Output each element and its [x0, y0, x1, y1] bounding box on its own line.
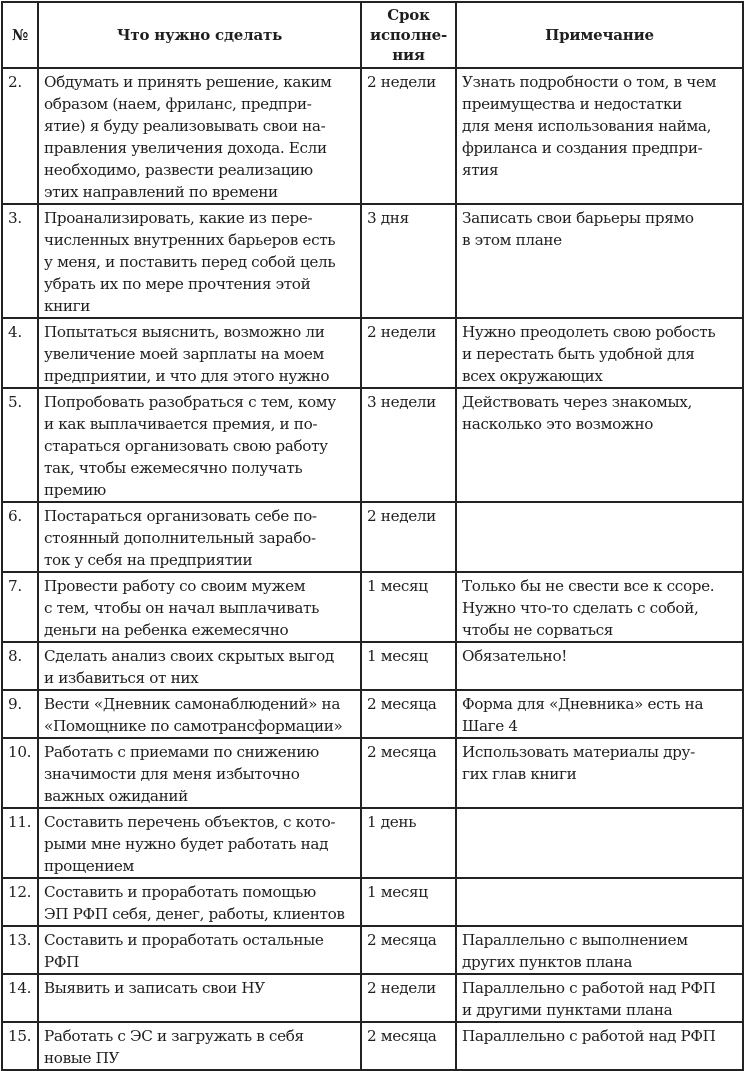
row-note: Форма для «Дневника» есть на Шаге 4 [456, 690, 743, 738]
header-term: Срок исполне- ния [361, 2, 456, 68]
row-term: 3 дня [361, 204, 456, 318]
row-task: Вести «Дневник самонаблюдений» на «Помощнике по самотрансформации» [38, 690, 361, 738]
row-note [456, 808, 743, 878]
row-note: Обязательно! [456, 642, 743, 690]
row-term: 2 недели [361, 502, 456, 572]
row-term: 2 месяца [361, 738, 456, 808]
row-term: 1 месяц [361, 642, 456, 690]
table-row [2, 502, 743, 572]
row-task: Выявить и записать свои НУ [38, 974, 361, 1022]
table-row [2, 690, 743, 738]
row-term: 2 недели [361, 318, 456, 388]
row-note: Использовать материалы дру- гих глав книги [456, 738, 743, 808]
table-row [2, 642, 743, 690]
table-header-row [2, 2, 743, 68]
row-number: 12. [2, 878, 38, 926]
row-task: Попытаться выяснить, возможно ли увеличение моей зарплаты на моем предприятии, и что для этого нужно [38, 318, 361, 388]
row-note [456, 502, 743, 572]
table-row [2, 68, 743, 204]
header-task: Что нужно сделать [38, 2, 361, 68]
row-note: Только бы не свести все к ссоре. Нужно что-то сделать с собой, чтобы не сорваться [456, 572, 743, 642]
row-term: 2 недели [361, 974, 456, 1022]
row-number: 8. [2, 642, 38, 690]
row-task: Составить и проработать остальные РФП [38, 926, 361, 974]
row-task: Постараться организовать себе по- стоянный дополнительный зарабо- ток у себя на предприятии [38, 502, 361, 572]
row-task: Составить и проработать помощью ЭП РФП себя, денег, работы, клиентов [38, 878, 361, 926]
row-number: 9. [2, 690, 38, 738]
row-task: Проанализировать, какие из пере- численных внутренних барьеров есть у меня, и поставить перед собой цель убрать их по мере прочтения этой книги [38, 204, 361, 318]
row-task: Работать с приемами по снижению значимости для меня избыточно важных ожиданий [38, 738, 361, 808]
row-number: 4. [2, 318, 38, 388]
row-note: Узнать подробности о том, в чем преимущества и недостатки для меня использования найма, фриланса и создания предпри- ятия [456, 68, 743, 204]
header-note: Примечание [456, 2, 743, 68]
row-task: Провести работу со своим мужем с тем, чтобы он начал выплачивать деньги на ребенка ежемесячно [38, 572, 361, 642]
table-row [2, 738, 743, 808]
row-note: Нужно преодолеть свою робость и перестать быть удобной для всех окружающих [456, 318, 743, 388]
row-task: Сделать анализ своих скрытых выгод и избавиться от них [38, 642, 361, 690]
row-note [456, 878, 743, 926]
row-note: Параллельно с работой над РФП и другими пунктами плана [456, 974, 743, 1022]
row-number: 11. [2, 808, 38, 878]
header-number: № [2, 2, 38, 68]
row-number: 13. [2, 926, 38, 974]
table-row [2, 808, 743, 878]
table-row [2, 974, 743, 1022]
row-task: Работать с ЭС и загружать в себя новые ПУ [38, 1022, 361, 1070]
row-note: Записать свои барьеры прямо в этом плане [456, 204, 743, 318]
row-note: Действовать через знакомых, насколько это возможно [456, 388, 743, 502]
row-term: 3 недели [361, 388, 456, 502]
row-note: Параллельно с работой над РФП [456, 1022, 743, 1070]
row-term: 2 месяца [361, 690, 456, 738]
table-row [2, 318, 743, 388]
row-task: Обдумать и принять решение, каким образом (наем, фриланс, предпри- ятие) я буду реализовывать свои на- правления увеличения дохода. Если необходимо, развести реализацию этих направлений по времени [38, 68, 361, 204]
table-row [2, 204, 743, 318]
table-row [2, 572, 743, 642]
row-task: Составить перечень объектов, с кото- рыми мне нужно будет работать над прощением [38, 808, 361, 878]
row-number: 7. [2, 572, 38, 642]
table-row [2, 878, 743, 926]
row-term: 2 месяца [361, 926, 456, 974]
row-number: 3. [2, 204, 38, 318]
row-number: 10. [2, 738, 38, 808]
row-term: 1 месяц [361, 878, 456, 926]
table-row [2, 1022, 743, 1070]
table-row [2, 926, 743, 974]
row-number: 15. [2, 1022, 38, 1070]
row-number: 6. [2, 502, 38, 572]
row-number: 2. [2, 68, 38, 204]
row-number: 14. [2, 974, 38, 1022]
row-note: Параллельно с выполнением других пунктов плана [456, 926, 743, 974]
table-row [2, 388, 743, 502]
row-term: 2 месяца [361, 1022, 456, 1070]
row-term: 1 месяц [361, 572, 456, 642]
row-term: 1 день [361, 808, 456, 878]
row-task: Попробовать разобраться с тем, кому и как выплачивается премия, и по- стараться организовать свою работу так, чтобы ежемесячно получать премию [38, 388, 361, 502]
action-plan-table [1, 1, 744, 1071]
row-term: 2 недели [361, 68, 456, 204]
row-number: 5. [2, 388, 38, 502]
